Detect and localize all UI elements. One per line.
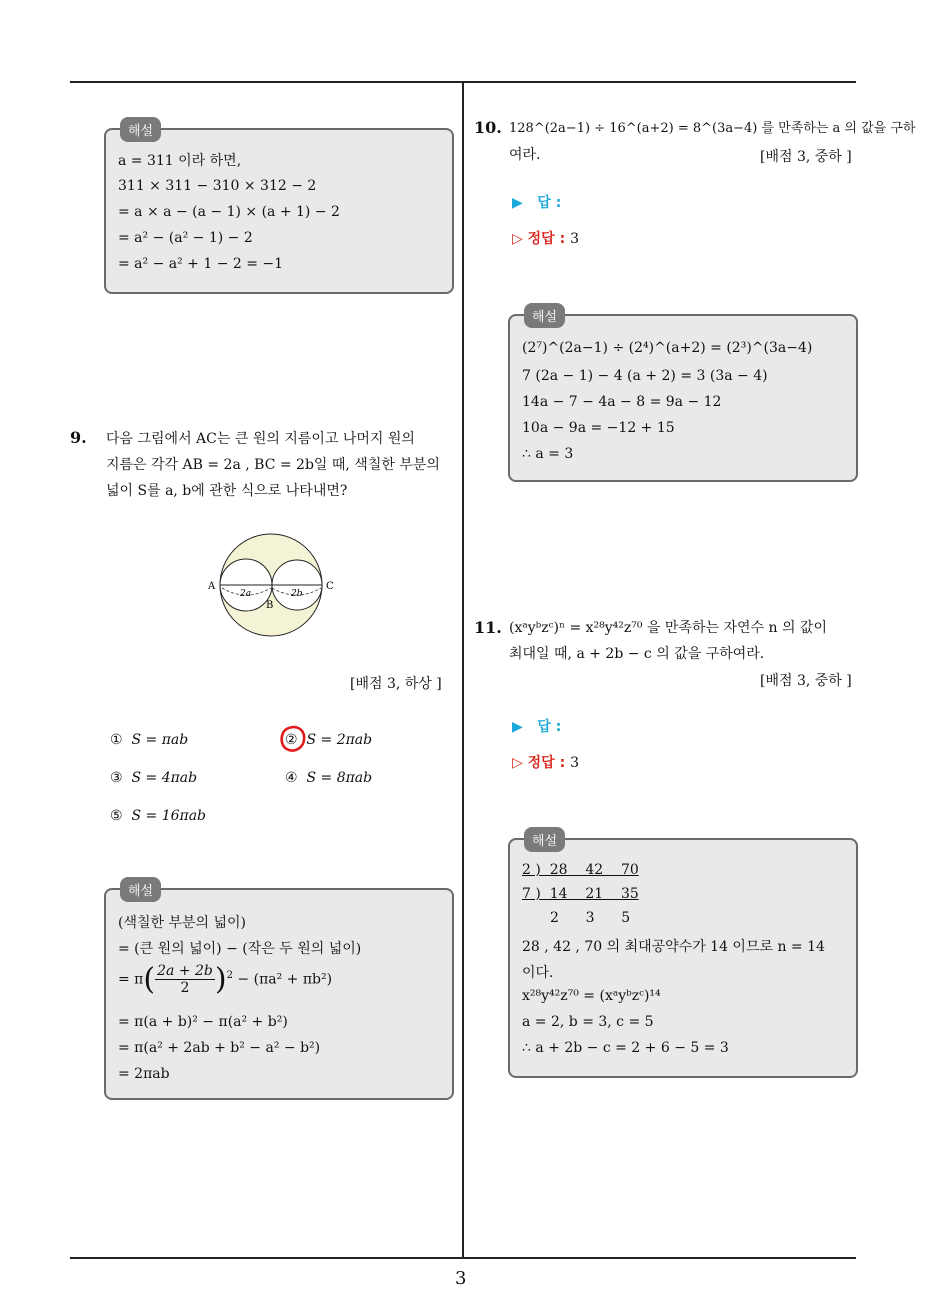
solution-line: 7 (2a − 1) − 4 (a + 2) = 3 (3a − 4) (522, 368, 768, 384)
label-2a: 2a (240, 589, 252, 599)
fraction (155, 963, 215, 996)
question-text (509, 615, 859, 667)
choice-4[interactable] (285, 770, 372, 786)
solution-tag: 해설 (524, 303, 565, 328)
play-icon: ▶ (512, 719, 523, 735)
outline-play-icon: ▷ (512, 755, 523, 771)
solution-line: 10a − 9a = −12 + 15 (522, 420, 675, 436)
solution-line: = a² − (a² − 1) − 2 (118, 230, 253, 246)
division-row: 2 ) 28 42 70 (522, 862, 639, 878)
correct-value: 3 (570, 755, 579, 771)
solution-tag: 해설 (120, 877, 161, 902)
question-number: 11. (474, 618, 502, 637)
outline-play-icon: ▷ (512, 231, 523, 247)
label-b: B (266, 600, 274, 611)
answer-row[interactable] (512, 716, 561, 736)
fraction-tail: − (πa² + πb²) (237, 971, 333, 988)
column-divider (462, 82, 464, 1259)
fraction-numerator: 2a + 2b (157, 963, 213, 979)
correct-answer-row (512, 752, 579, 772)
correct-label: 정답 : (527, 231, 566, 247)
solution-line: = 2πab (118, 1066, 170, 1082)
choice-5[interactable] (110, 808, 206, 824)
division-row: 2 3 5 (550, 910, 631, 926)
question-line: 최대일 때, a + 2b − c 의 값을 구하여라. (509, 646, 765, 662)
solution-line: ∴ a = 3 (522, 446, 574, 462)
play-icon: ▶ (512, 195, 523, 211)
choice-1[interactable] (110, 732, 188, 748)
solution-line: 14a − 7 − 4a − 8 = 9a − 12 (522, 394, 722, 410)
solution-line: = a × a − (a − 1) × (a + 1) − 2 (118, 204, 340, 220)
question-text (106, 426, 456, 504)
question-line: 여라. (509, 147, 541, 163)
choice-text: S = 8πab (306, 770, 373, 786)
choice-text: S = πab (131, 732, 189, 748)
solution-box-q11 (508, 834, 858, 1078)
question-number: 9. (70, 428, 87, 447)
solution-line: = (큰 원의 넓이) − (작은 두 원의 넓이) (118, 941, 362, 957)
solution-line: 28 , 42 , 70 의 최대공약수가 14 이므로 n = 14 (522, 939, 825, 955)
selected-choice-circle-icon (278, 724, 308, 754)
solution-line: (2⁷)^(2a−1) ÷ (2⁴)^(a+2) = (2³)^(3a−4) (522, 340, 813, 356)
question-line: (xᵃyᵇzᶜ)ⁿ = x²⁸y⁴²z⁷⁰ 을 만족하는 자연수 n 의 값이 (509, 620, 827, 636)
solution-line: = a² − a² + 1 − 2 = −1 (118, 256, 284, 272)
question-line: 넓이 S를 a, b에 관한 식으로 나타내면? (106, 483, 348, 499)
solution-box-q9 (104, 884, 454, 1100)
choice-mark: ④ (285, 770, 298, 786)
question-line: 128^(2a−1) ÷ 16^(a+2) = 8^(3a−4) 를 만족하는 a 의 값을 구하 (509, 121, 916, 136)
solution-line-fraction: = π( $\frac{2a + 2b}{2}$ )$^2$ − (πa² + πb²) (118, 962, 333, 997)
question-number: 10. (474, 118, 502, 137)
solution-box-q8 (104, 124, 454, 294)
question-line: 지름은 각각 AB = 2a , BC = 2b일 때, 색칠한 부분의 (106, 457, 440, 473)
solution-line: 311 × 311 − 310 × 312 − 2 (118, 178, 317, 194)
solution-line: a = 311 이라 하면, (118, 153, 242, 169)
solution-line: = π(a + b)² − π(a² + b²) (118, 1014, 288, 1030)
fraction-denominator: 2 (180, 980, 190, 996)
solution-line: (색칠한 부분의 넓이) (118, 915, 247, 931)
choice-text: S = 16πab (131, 808, 207, 824)
label-a: A (208, 581, 216, 592)
answer-label: 답 : (537, 719, 562, 735)
choice-mark: ⑤ (110, 808, 123, 824)
correct-label: 정답 : (527, 755, 566, 771)
correct-answer-row (512, 228, 579, 248)
choice-3[interactable] (110, 770, 197, 786)
bottom-rule (70, 1257, 856, 1259)
choice-mark: ② (285, 732, 298, 748)
correct-value: 3 (570, 231, 579, 247)
solution-tag: 해설 (524, 827, 565, 852)
score-meta: [배점 3, 하상 ] (350, 676, 442, 692)
page-number: 3 (455, 1268, 467, 1289)
label-2b: 2b (291, 589, 303, 599)
choice-mark: ③ (110, 770, 123, 786)
solution-tag: 해설 (120, 117, 161, 142)
solution-line: x²⁸y⁴²z⁷⁰ = (xᵃyᵇzᶜ)¹⁴ (522, 988, 661, 1004)
solution-line: ∴ a + 2b − c = 2 + 6 − 5 = 3 (522, 1040, 729, 1056)
division-row: 7 ) 14 21 35 (522, 886, 639, 902)
answer-label: 답 : (537, 195, 562, 211)
answer-row[interactable] (512, 192, 561, 212)
solution-line: a = 2, b = 3, c = 5 (522, 1014, 654, 1030)
choice-text: S = 4πab (131, 770, 198, 786)
score-meta: [배점 3, 중하 ] (760, 673, 852, 689)
score-meta: [배점 3, 중하 ] (760, 149, 852, 165)
solution-line: = π(a² + 2ab + b² − a² − b²) (118, 1040, 321, 1056)
solution-box-q10 (508, 310, 858, 482)
question-line: 다음 그림에서 AC는 큰 원의 지름이고 나머지 원의 (106, 431, 415, 447)
solution-line: 이다. (522, 965, 554, 981)
choice-text: S = 2πab (306, 732, 373, 748)
circles-figure (200, 520, 360, 650)
choice-mark: ① (110, 732, 123, 748)
label-c: C (326, 581, 334, 592)
